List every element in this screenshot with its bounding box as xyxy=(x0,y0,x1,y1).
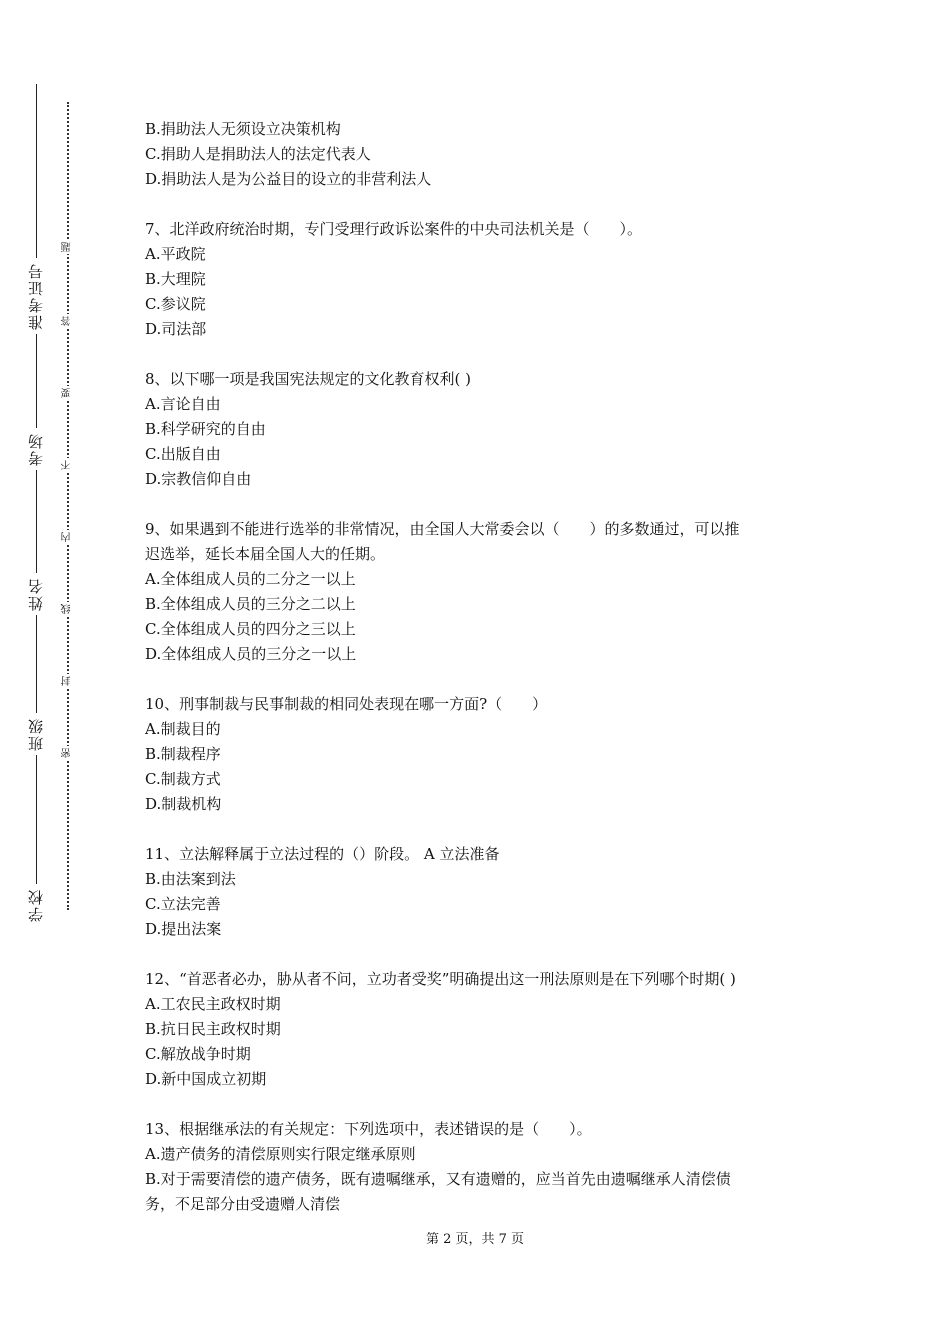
binding-solid-line xyxy=(36,84,37,924)
question-stem: 8、以下哪一项是我国宪法规定的文化教育权利( ) xyxy=(145,370,472,388)
seal-char: 要 xyxy=(60,386,76,400)
field-name: 姓名 xyxy=(22,573,50,615)
question-block xyxy=(145,517,810,667)
field-exam-room: 考场 xyxy=(22,428,50,470)
question-block xyxy=(145,1117,810,1217)
option-c: C.制裁方式 xyxy=(145,770,221,788)
option-a: A.制裁目的 xyxy=(145,720,221,738)
option-d: D.制裁机构 xyxy=(145,795,222,813)
option-d: D.捐助法人是为公益目的设立的非营利法人 xyxy=(145,170,432,188)
field-school: 学校 xyxy=(22,884,50,926)
field-exam-number: 准考证号 xyxy=(22,258,50,334)
binding-margin xyxy=(0,0,120,1344)
seal-dotted-line xyxy=(67,102,69,910)
option-b: B.抗日民主政权时期 xyxy=(145,1020,281,1038)
question-block xyxy=(145,217,810,342)
question-list xyxy=(145,117,810,1217)
option-b: B.捐助法人无须设立决策机构 xyxy=(145,120,341,138)
seal-char: 内 xyxy=(60,530,76,544)
option-b-continued: 务，不足部分由受遗赠人清偿 xyxy=(145,1195,341,1213)
option-a: A.遗产债务的清偿原则实行限定继承原则 xyxy=(145,1145,416,1163)
option-b: B.由法案到法 xyxy=(145,870,236,888)
question-stem: 11、立法解释属于立法过程的（）阶段。 A 立法准备 xyxy=(145,845,500,863)
question-block xyxy=(145,692,810,817)
option-c: C.立法完善 xyxy=(145,895,221,913)
option-c: C.出版自由 xyxy=(145,445,221,463)
seal-char: 线 xyxy=(60,602,76,616)
question-block xyxy=(145,842,810,942)
question-stem: 7、北洋政府统治时期，专门受理行政诉讼案件的中央司法机关是（ ）。 xyxy=(145,220,643,238)
question-block xyxy=(145,367,810,492)
option-b: B.大理院 xyxy=(145,270,206,288)
option-b: B.对于需要清偿的遗产债务，既有遗嘱继承，又有遗赠的，应当首先由遗嘱继承人清偿债 xyxy=(145,1170,731,1188)
option-d: D.司法部 xyxy=(145,320,207,338)
question-stem: 13、根据继承法的有关规定：下列选项中，表述错误的是（ ）。 xyxy=(145,1120,592,1138)
option-a: A.工农民主政权时期 xyxy=(145,995,281,1013)
option-a: A.言论自由 xyxy=(145,395,221,413)
option-b: B.科学研究的自由 xyxy=(145,420,266,438)
seal-char: 题 xyxy=(60,240,76,254)
field-class: 班级 xyxy=(22,713,50,755)
option-c: C.捐助人是捐助法人的法定代表人 xyxy=(145,145,371,163)
option-a: A.全体组成人员的二分之一以上 xyxy=(145,570,356,588)
option-a: A.平政院 xyxy=(145,245,206,263)
option-d: D.提出法案 xyxy=(145,920,222,938)
question-stem: 9、如果遇到不能进行选举的非常情况，由全国人大常委会以（ ）的多数通过，可以推 xyxy=(145,520,740,538)
seal-char: 不 xyxy=(60,458,76,472)
option-c: C.全体组成人员的四分之三以上 xyxy=(145,620,356,638)
option-b: B.制裁程序 xyxy=(145,745,221,763)
seal-char: 答 xyxy=(60,314,76,328)
seal-char: 密 xyxy=(60,746,76,760)
seal-char: 封 xyxy=(60,674,76,688)
option-b: B.全体组成人员的三分之二以上 xyxy=(145,595,356,613)
option-c: C.参议院 xyxy=(145,295,206,313)
option-d: D.新中国成立初期 xyxy=(145,1070,267,1088)
question-stem-continued: 迟选举，延长本届全国人大的任期。 xyxy=(145,545,386,563)
option-d: D.全体组成人员的三分之一以上 xyxy=(145,645,357,663)
question-stem: 10、刑事制裁与民事制裁的相同处表现在哪一方面?（ ） xyxy=(145,695,548,713)
option-d: D.宗教信仰自由 xyxy=(145,470,252,488)
option-c: C.解放战争时期 xyxy=(145,1045,251,1063)
question-block xyxy=(145,967,810,1092)
question-block xyxy=(145,117,810,192)
question-stem: 12、“首恶者必办，胁从者不问，立功者受奖”明确提出这一刑法原则是在下列哪个时期( ) xyxy=(145,970,736,988)
page-footer: 第 2 页，共 7 页 xyxy=(425,1232,525,1247)
